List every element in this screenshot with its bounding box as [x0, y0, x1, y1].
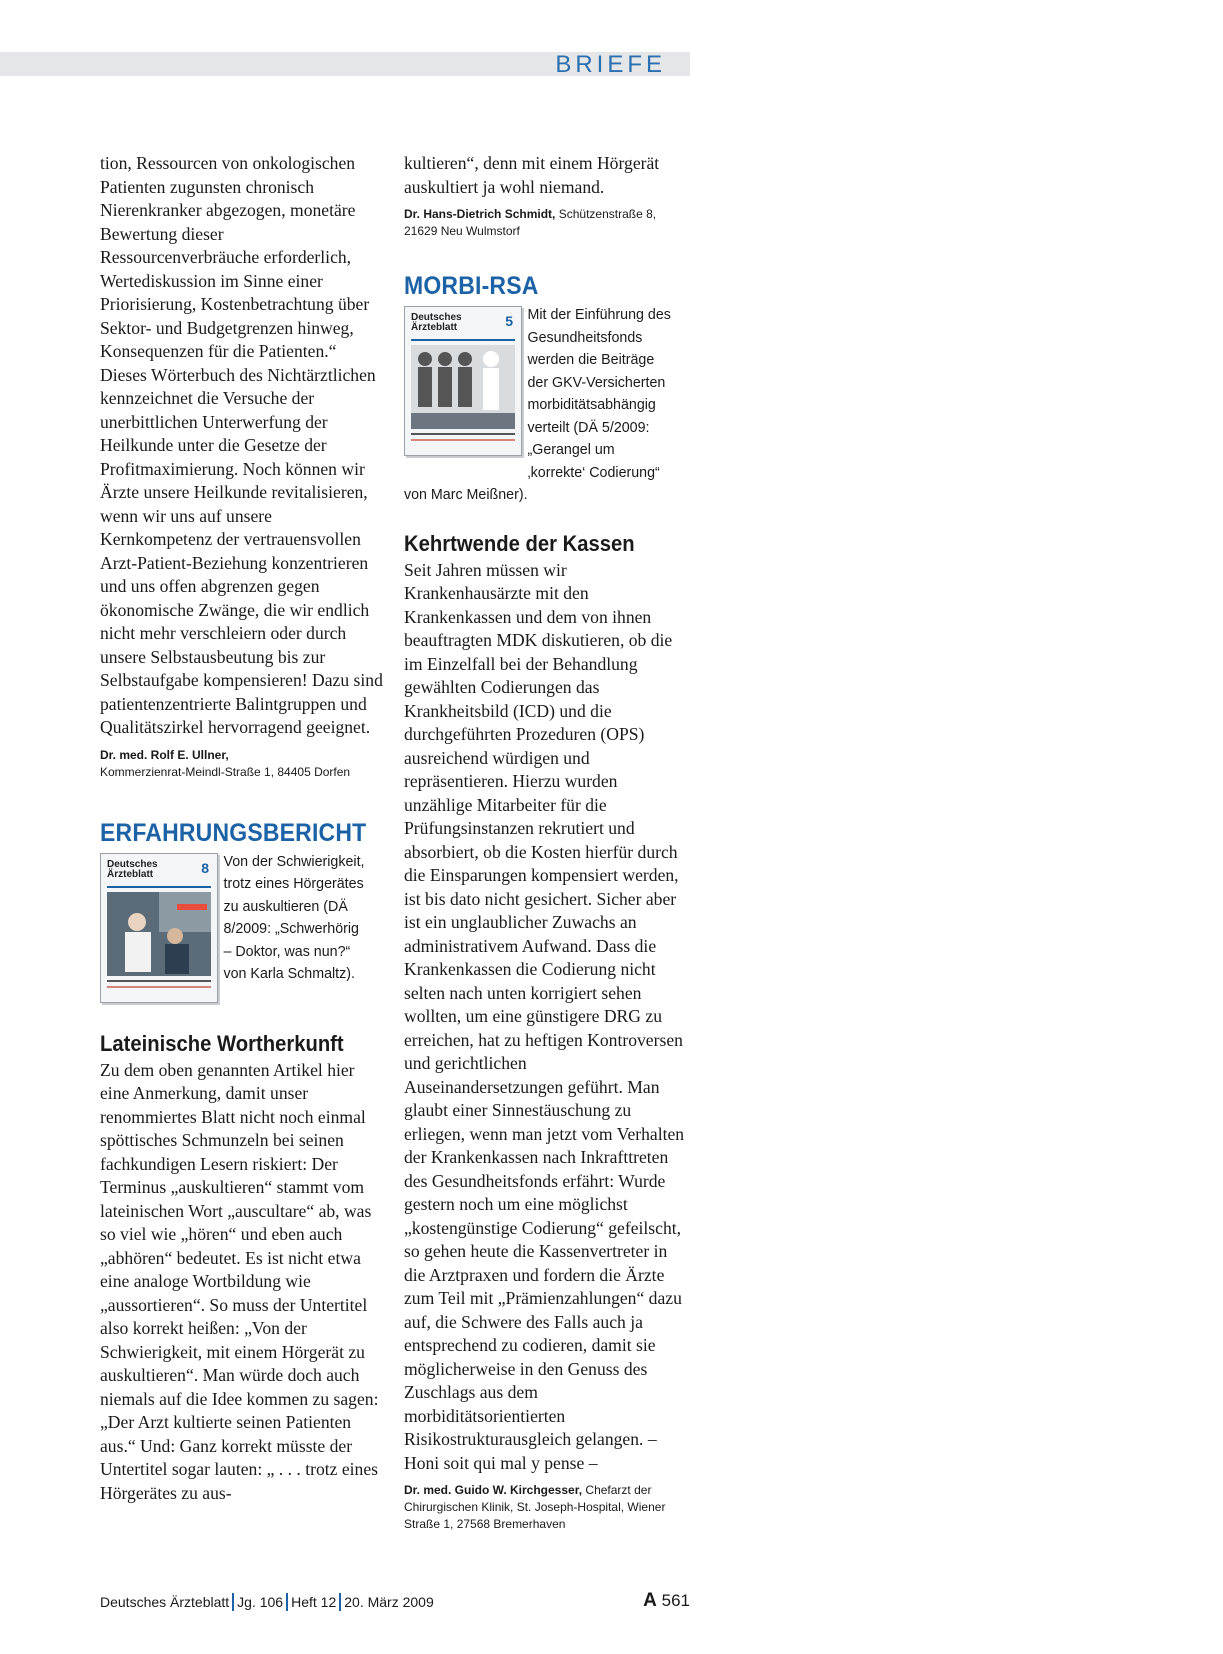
signature-address: Kommerzienrat-Meindl-Straße 1, 84405 Dorfen [100, 764, 351, 779]
letter-signature [100, 747, 384, 781]
signature-name: Dr. med. Guido W. Kirchgesser, [404, 1483, 583, 1497]
right-column [404, 152, 688, 1533]
continuation-text: kultieren“, denn mit einem Hörgerät auskultiert ja wohl niemand. [404, 153, 660, 197]
page-footer [100, 1590, 690, 1614]
page-number-value: 561 [661, 1591, 690, 1610]
signature-address: Schützenstraße 8, 21629 Neu Wulmstorf [404, 207, 657, 238]
reference-text: Mit der Einführung des Gesundheitsfonds werden die Beiträge der GKV-Versicherten morbiditätsabhängig verteilt (DÄ 5/2009: „Gerangel um ‚korrekte‘ Codierung“ von Marc Meißner). [404, 306, 671, 503]
article-signature [404, 1482, 688, 1533]
section-heading: MORBI-RSA [404, 272, 539, 300]
section-title: BRIEFE [555, 51, 666, 78]
footer-journal: Deutsches Ärzteblatt [100, 1594, 230, 1610]
header-band [0, 52, 690, 76]
footer-volume: Jg. 106 [237, 1594, 284, 1610]
footer-date: 20. März 2009 [344, 1594, 434, 1610]
signature-name: Dr. med. Rolf E. Ullner, [100, 747, 229, 762]
continuation-signature [404, 206, 688, 240]
cover-number: 8 [201, 859, 209, 876]
letter-text: tion, Ressourcen von onkologischen Patienten zugunsten chronisch Nierenkranker abgezogen, monetäre Bewertung dieser Ressourcenverbräuche erforderlich, Wertediskussion im Sinne einer Priorisierung, Kostenbetrachtung über Sektor- und Budgetgrenzen hinweg, Konsequenzen für die Patienten.“ Dieses Wörterbuch des Nichtärztlichen kennzeichnet die Versuche der unerbittlichen Unterwerfung der Heilkunde unter die Gesetze der Profitmaximierung. Noch können wir Ärzte unsere Heilkunde revitalisieren, wenn wir uns auf unsere Kernkompetenz der vertrauensvollen Arzt-Patient-Beziehung konzentrieren und uns offen abgrenzen gegen ökonomische Zwänge, die wir endlich nicht mehr verschleiern oder durch unsere Selbstausbeutung bis zur Selbstaufgabe kompensieren! Dazu sind patientenzentrierte Balintgruppen und Qualitätszirkel hervorragend geeignet. [100, 153, 383, 737]
article-title: Kehrtwende der Kassen [404, 530, 635, 556]
article-text: Zu dem oben genannten Artikel hier eine Anmerkung, damit unser renommiertes Blatt nicht noch einmal spöttisches Schmunzeln bei seinen fachkundigen Lesern riskiert: Der Terminus „auskultieren“ stammt vom lateinischen Wort „auscultare“ ab, was so viel wie „hören“ und eben auch „abhören“ bedeutet. Es ist nicht etwa eine analoge Wortbildung wie „aussortieren“. So muss der Untertitel also korrekt heißen: „Von der Schwierigkeit, mit einem Hörgerät zu auskultieren“. Man würde doch auch niemals auf die Idee kommen zu sagen: „Der Arzt kultierte seinen Patienten aus.“ Und: Ganz korrekt müsste der Untertitel sogar lauten: „ . . . trotz eines Hörgerätes zu aus- [100, 1059, 379, 1503]
reference-text: Von der Schwierigkeit, trotz eines Hörgerätes zu auskultieren (DÄ 8/2009: „Schwerhörig – Doktor, was nun?“ von Karla Schmaltz). [223, 852, 365, 982]
page-prefix: A [643, 1590, 657, 1611]
signature-address: Chefarzt der Chirurgischen Klinik, St. Joseph-Hospital, Wiener Straße 1, 27568 Bremerhaven [404, 1483, 666, 1531]
cover-logo: Deutsches Ärzteblatt [411, 312, 462, 333]
footer-citation [100, 1593, 434, 1611]
page-number [643, 1590, 690, 1612]
section-heading: ERFAHRUNGSBERICHT [100, 818, 367, 847]
cover-logo: Deutsches Ärzteblatt [107, 858, 158, 880]
cover-number: 5 [505, 313, 513, 329]
reference-block [404, 304, 688, 507]
left-column [100, 152, 384, 1505]
article-title: Lateinische Wortherkunft [100, 1030, 344, 1056]
footer-issue: Heft 12 [291, 1594, 337, 1610]
article-text: Seit Jahren müssen wir Krankenhausärzte mit den Krankenkassen und dem von ihnen beauftragten MDK diskutieren, ob die im Einzelfall bei der Behandlung gewählten Codierungen das Krankheitsbild (ICD) und die durchgeführten Prozeduren (OPS) ausreichend würdigen und repräsentieren. Hierzu wurden unzählige Mitarbeiter für die Prüfungsinstanzen rekrutiert und absorbiert, ob die Kosten hierfür durch die Einsparungen kompensiert werden, ist bis dato nicht gesichert. Sicher aber ist ein unglaublicher Zuwachs an administrativem Aufwand. Dass die Krankenkassen die Codierung nicht selten nach unten korrigiert sehen wollten, um eine günstigere DRG zu erreichen, hat zu heftigen Kontroversen und gerichtlichen Auseinandersetzungen geführt. Man glaubt einer Sinnestäuschung zu erliegen, wenn man jetzt vom Verhalten der Krankenkassen nach Inkrafttreten des Gesundheitsfonds erfährt: Wurde gestern noch um eine möglichst „kostengünstige Codierung“ gefeilscht, so gehen heute die Kassenvertreter in die Arztpraxen und fordern die Ärzte zum Teil mit „Prämienzahlungen“ dazu auf, die Schwere des Falls auch ja entsprechend zu codieren, damit sie möglicherweise in den Genuss des Zuschlags aus dem morbiditätsorientierten Risikostrukturausgleich gelangen. – Honi soit qui mal y pense – [404, 559, 685, 1473]
signature-name: Dr. Hans-Dietrich Schmidt, [404, 207, 556, 221]
reference-block [100, 851, 384, 1009]
